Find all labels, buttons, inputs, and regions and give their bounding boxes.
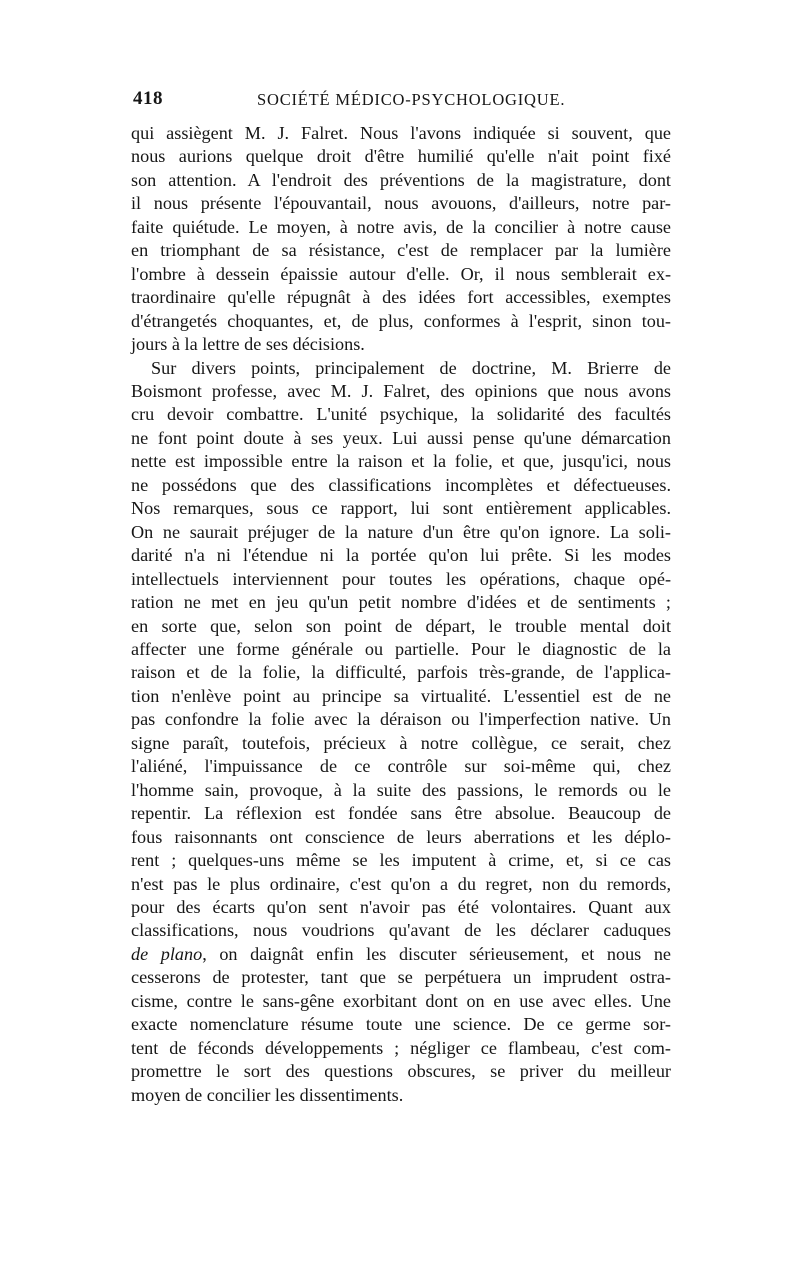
text-line: raison et de la folie, la difficulté, parfois très-grande, de l'applica-	[131, 662, 671, 683]
text-line: promettre le sort des questions obscures, se priver du meilleur	[131, 1061, 671, 1082]
text-line: moyen de concilier les dissentiments.	[131, 1084, 404, 1105]
text-line: qui assiègent M. J. Falret. Nous l'avons indiquée si souvent, que	[131, 123, 671, 143]
page-number: 418	[133, 88, 163, 109]
text-line: en sorte que, selon son point de départ, le trouble mental doit	[131, 615, 671, 636]
text-line: de plano, on daignât enfin les discuter sérieusement, et nous ne	[131, 943, 671, 964]
text-line: pour des écarts qu'on sent n'avoir pas été volontaires. Quant aux	[131, 896, 671, 917]
text-line: en triomphant de sa résistance, c'est de remplacer par la lumière	[131, 240, 671, 261]
text-line: ne font point doute à ses yeux. Lui aussi pense qu'une démarcation	[131, 427, 671, 448]
text-line: d'étrangetés choquantes, et, de plus, conformes à l'esprit, sinon tou-	[131, 310, 671, 331]
text-line: tent de féconds développements ; négliger ce flambeau, c'est com-	[131, 1037, 671, 1058]
text-line: signe paraît, toutefois, précieux à notre collègue, ce serait, chez	[131, 732, 671, 753]
text-line: rent ; quelques-uns même se les imputent à crime, et, si ce cas	[131, 850, 671, 871]
running-title: SOCIÉTÉ MÉDICO-PSYCHOLOGIQUE.	[257, 90, 566, 109]
text-line: classifications, nous voudrions qu'avant de les déclarer caduques	[131, 920, 671, 941]
running-head	[131, 86, 671, 116]
text-line: tion n'enlève point au principe sa virtualité. L'essentiel est de ne	[131, 685, 671, 706]
text-line: son attention. A l'endroit des préventions de la magistrature, dont	[131, 169, 671, 190]
book-page	[131, 86, 671, 1107]
text-line: l'ombre à dessein épaissie autour d'elle. Or, il nous semblerait ex-	[131, 263, 671, 284]
text-line: repentir. La réflexion est fondée sans être absolue. Beaucoup de	[131, 803, 671, 824]
text-line: Nos remarques, sous ce rapport, lui sont entièrement applicables.	[131, 498, 671, 519]
text-line: darité n'a ni l'étendue ni la portée qu'on lui prête. Si les modes	[131, 545, 671, 566]
text-line: Sur divers points, principalement de doctrine, M. Brierre de	[151, 357, 671, 378]
paragraph	[131, 122, 671, 357]
text-line: n'est pas le plus ordinaire, c'est qu'on a du regret, non du remords,	[131, 873, 671, 894]
text-line: ration ne met en jeu qu'un petit nombre d'idées et de sentiments ;	[131, 592, 671, 613]
text-line: affecter une forme générale ou partielle. Pour le diagnostic de la	[131, 638, 671, 659]
text-line: cru devoir combattre. L'unité psychique, la solidarité des facultés	[131, 404, 671, 425]
text-line: pas confondre la folie avec la déraison ou l'imperfection native. Un	[131, 709, 671, 730]
text-line: nette est impossible entre la raison et la folie, et que, jusqu'ici, nous	[131, 451, 671, 472]
body-text	[131, 122, 671, 1107]
text-line: traordinaire qu'elle répugnât à des idées fort accessibles, exemptes	[131, 287, 671, 308]
text-line: ne possédons que des classifications incomplètes et défectueuses.	[131, 474, 671, 495]
text-line: cesserons de protester, tant que se perpétuera un imprudent ostra-	[131, 967, 671, 988]
text-line: l'homme sain, provoque, à la suite des passions, le remords ou le	[131, 779, 671, 800]
text-line: il nous présente l'épouvantail, nous avouons, d'ailleurs, notre par-	[131, 193, 671, 214]
text-line: faite quiétude. Le moyen, à notre avis, de la concilier à notre cause	[131, 216, 671, 237]
text-line: jours à la lettre de ses décisions.	[131, 334, 365, 355]
text-line: exacte nomenclature résume toute une science. De ce germe sor-	[131, 1014, 671, 1035]
text-line: nous aurions quelque droit d'être humilié qu'elle n'ait point fixé	[131, 146, 671, 167]
text-line: intellectuels interviennent pour toutes les opérations, chaque opé-	[131, 568, 671, 589]
text-line: Boismont professe, avec M. J. Falret, des opinions que nous avons	[131, 380, 671, 401]
paragraph	[131, 357, 671, 1108]
text-line: fous raisonnants ont conscience de leurs aberrations et les déplo-	[131, 826, 671, 847]
text-line: l'aliéné, l'impuissance de ce contrôle sur soi-même qui, chez	[131, 756, 671, 777]
text-line: cisme, contre le sans-gêne exorbitant dont on en use avec elles. Une	[131, 990, 671, 1011]
text-line: On ne saurait préjuger de la nature d'un être qu'on ignore. La soli-	[131, 521, 671, 542]
